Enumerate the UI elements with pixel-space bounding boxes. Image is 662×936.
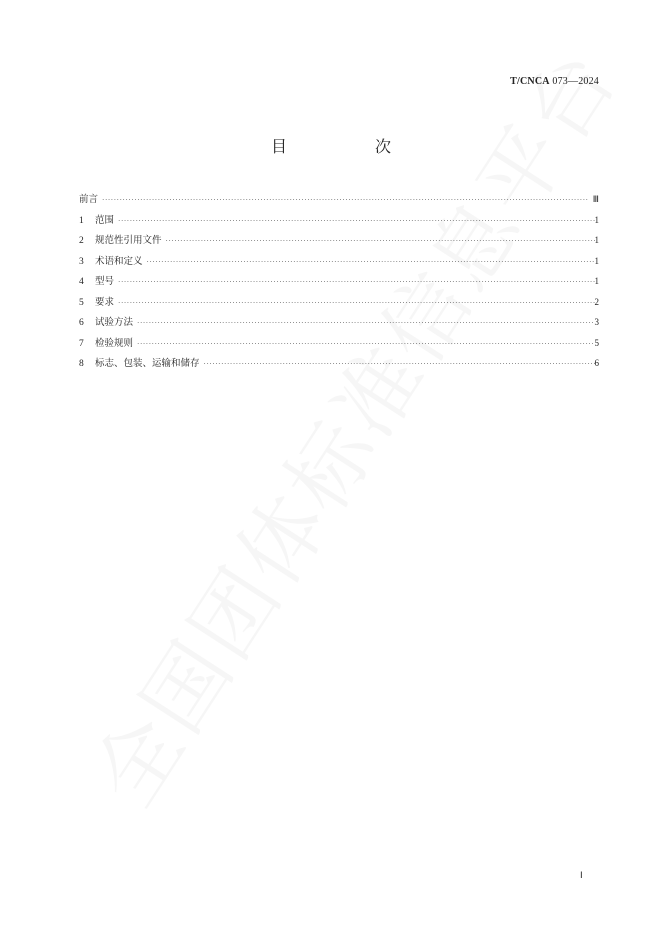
standard-prefix: T/CNCA [510, 76, 550, 87]
toc-entry-model[interactable] [79, 274, 599, 295]
toc-entry-number: 3 [79, 256, 84, 267]
page-number: Ⅰ [580, 870, 583, 880]
toc-entry-terms-definitions[interactable] [79, 254, 599, 275]
toc-entry-page: 1 [594, 276, 599, 286]
toc-entry-number: 5 [79, 297, 84, 308]
toc-leader-dots [118, 296, 594, 310]
toc-entry-label: 范围 [95, 214, 115, 226]
toc-entry-requirements[interactable] [79, 295, 599, 316]
toc-leader-dots [137, 316, 594, 330]
toc-leader-dots [137, 337, 594, 351]
toc-leader-dots [118, 275, 594, 289]
toc-entry-marking-packaging[interactable] [79, 356, 599, 377]
toc-entry-label: 试验方法 [95, 317, 134, 328]
toc-entry-label: 型号 [95, 276, 115, 287]
toc-leader-dots [147, 255, 595, 269]
toc-leader-dots [204, 357, 595, 371]
toc-entry-number: 4 [79, 277, 84, 287]
toc-entry-scope[interactable] [79, 213, 599, 234]
toc-leader-dots [102, 193, 593, 207]
toc-leader-dots [166, 234, 595, 248]
toc-entry-page: Ⅲ [592, 194, 599, 204]
toc-entry-foreword[interactable] [79, 192, 599, 213]
standard-code [510, 76, 599, 87]
toc-entry-number: 1 [79, 215, 84, 226]
toc-entry-page: 6 [594, 358, 599, 368]
toc-entry-label: 术语和定义 [95, 255, 143, 267]
toc-entry-normative-references[interactable] [79, 233, 599, 254]
toc-entry-label: 前言 [79, 194, 99, 205]
toc-entry-page: 5 [594, 337, 599, 348]
toc-entry-page: 1 [594, 214, 599, 225]
toc-entry-page: 1 [594, 235, 599, 245]
toc-entry-label: 标志、包装、运输和储存 [95, 358, 200, 369]
table-of-contents [79, 192, 599, 377]
toc-entry-number: 6 [79, 318, 84, 328]
toc-entry-label: 检验规则 [95, 337, 134, 349]
toc-entry-page: 3 [594, 317, 599, 327]
toc-entry-number: 2 [79, 236, 84, 246]
page-title: 目 次 [270, 137, 427, 156]
standard-number: 073—2024 [552, 76, 599, 87]
toc-entry-test-methods[interactable] [79, 315, 599, 336]
toc-entry-page: 1 [594, 255, 599, 266]
toc-entry-label: 要求 [95, 296, 115, 308]
toc-entry-number: 7 [79, 338, 84, 349]
toc-entry-label: 规范性引用文件 [95, 235, 162, 246]
toc-entry-inspection-rules[interactable] [79, 336, 599, 357]
toc-leader-dots [118, 214, 594, 228]
toc-entry-page: 2 [594, 296, 599, 307]
toc-entry-number: 8 [79, 359, 84, 369]
